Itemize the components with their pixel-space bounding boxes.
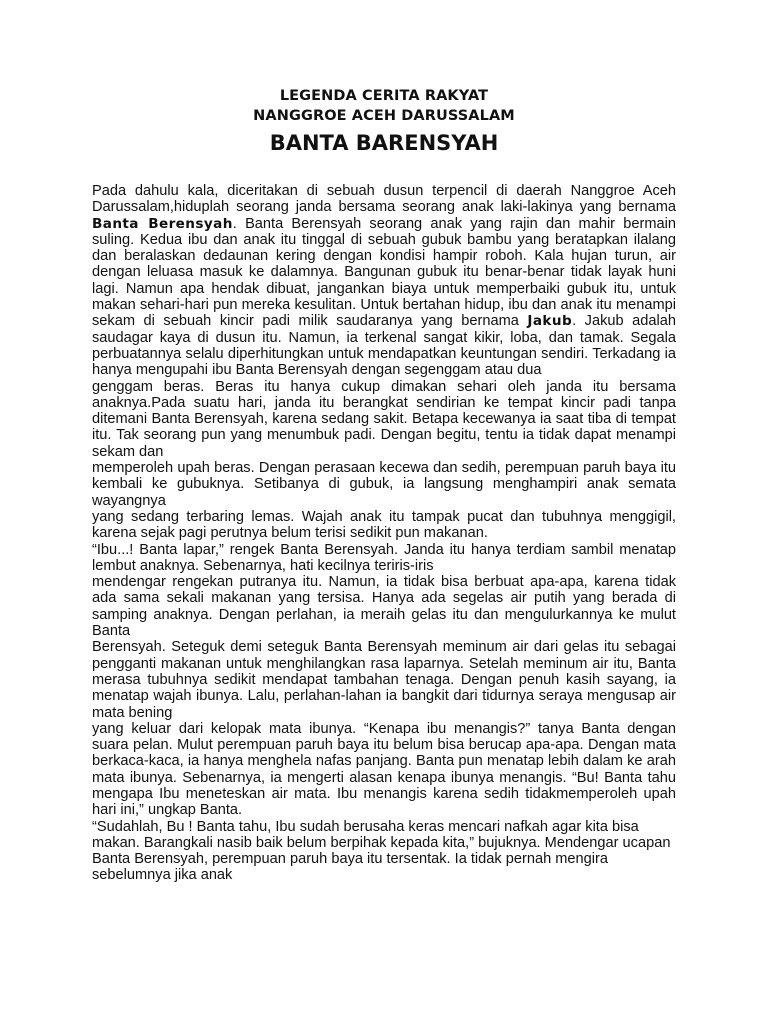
paragraph-4: yang sedang terbaring lemas. Wajah anak itu tampak pucat dan tubuhnya menggigil, karena sejak pagi perutnya belum terisi sedikit pun makanan. [92, 508, 676, 542]
paragraph-1 [92, 183, 676, 379]
paragraph-2: genggam beras. Beras itu hanya cukup dimakan sehari oleh janda itu bersama anaknya.Pada suatu hari, janda itu berangkat sendirian ke tempat kincir padi tanpa ditemani Banta Berensyah, karena sedang sakit. Betapa kecewanya ia saat tiba di tempat itu. Tak seorang pun yang menumbuk padi. Dengan begitu, tentu ia tidak dapat menampi sekam dan [92, 378, 676, 460]
character-name-banta: Banta Berensyah [92, 215, 233, 232]
header-legend-label: LEGENDA CERITA RAKYAT [279, 88, 489, 104]
character-name-jakub: Jakub [527, 313, 573, 330]
paragraph-9: “Sudahlah, Bu ! Banta tahu, Ibu sudah berusaha keras mencari nafkah agar kita bisa makan. Barangkali nasib baik belum berpihak kepada kita,” bujuknya. Mendengar ucapan Banta Berensyah, perempuan paruh baya itu tersentak. Ia tidak pernah mengira sebelumnya jika anak [92, 818, 671, 884]
paragraph-1-text-b: . Banta Berensyah seorang anak yang rajin dan mahir bermain suling. Kedua ibu dan anak itu tinggal di sebuah gubuk bambu yang beratapkan ilalang dan beralaskan dedaunan kering dengan kondisi hampir roboh. Kala hujan turun, air dengan leluasa masuk ke dalamnya. Bangunan gubuk itu benar-benar tidak layak huni lagi. Namun apa hendak dibuat, jangankan biaya untuk memperbaiki gubuk itu, untuk makan sehari-hari pun mereka kesulitan. Untuk bertahan hidup, ibu dan anak itu menampi sekam di sebuah kincir padi milik saudaranya yang bernama [92, 215, 676, 330]
paragraph-7: Berensyah. Seteguk demi seteguk Banta Berensyah meminum air dari gelas itu sebagai pengganti makanan untuk menghilangkan rasa laparnya. Setelah meminum air itu, Banta merasa tubuhnya sedikit mendapat tambahan tenaga. Dengan penuh kasih sayang, ia menatap wajah ibunya. Lalu, perlahan-lahan ia bangkit dari tidurnya seraya mengusap air mata bening [92, 639, 676, 721]
paragraph-8: yang keluar dari kelopak mata ibunya. “Kenapa ibu menangis?” tanya Banta dengan suara pelan. Mulut perempuan paruh baya itu belum bisa berucap apa-apa. Dengan mata berkaca-kaca, ia hanya menghela nafas panjang. Banta pun menatap lebih dalam ke arah mata ibunya. Sebenarnya, ia mengerti alasan kenapa ibunya menangis. “Bu! Banta tahu mengapa Ibu meneteskan air mata. Ibu menangis karena sedih tidakmemperoleh upah hari ini,” ungkap Banta. [92, 720, 676, 819]
paragraph-3: memperoleh upah beras. Dengan perasaan kecewa dan sedih, perempuan paruh baya itu kembali ke gubuknya. Setibanya di gubuk, ia langsung menghampiri anak semata wayangnya [92, 460, 676, 509]
document-header [0, 86, 768, 157]
paragraph-1-text-a: Pada dahulu kala, diceritakan di sebuah dusun terpencil di daerah Nanggroe Aceh Darussalam,hiduplah seorang janda bersama seorang anak laki-lakinya yang bernama [92, 183, 676, 216]
paragraph-5: “Ibu...! Banta lapar,” rengek Banta Berensyah. Janda itu hanya terdiam sambil menatap lembut anaknya. Sebenarnya, hati kecilnya teriris-iris [92, 541, 676, 574]
paragraph-1-text-c: . Jakub adalah saudagar kaya di dusun itu. Namun, ia terkenal sangat kikir, loba, dan tamak. Segala perbuatannya selalu diperhitungkan untuk mendapatkan keuntungan sendiri. Terkadang ia hanya mengupahi ibu Banta Berensyah dengan segenggam atau dua [92, 313, 676, 379]
header-region-label: NANGGROE ACEH DARUSSALAM [253, 108, 515, 124]
story-title: BANTA BARENSYAH [269, 131, 499, 155]
paragraph-6: mendengar rengekan putranya itu. Namun, ia tidak bisa berbuat apa-apa, karena tidak ada sama sekali makanan yang tersisa. Hanya ada segelas air putih yang berada di samping anaknya. Dengan perlahan, ia meraih gelas itu dan mengulurkannya ke mulut Banta [92, 574, 676, 640]
story-body [92, 183, 676, 884]
